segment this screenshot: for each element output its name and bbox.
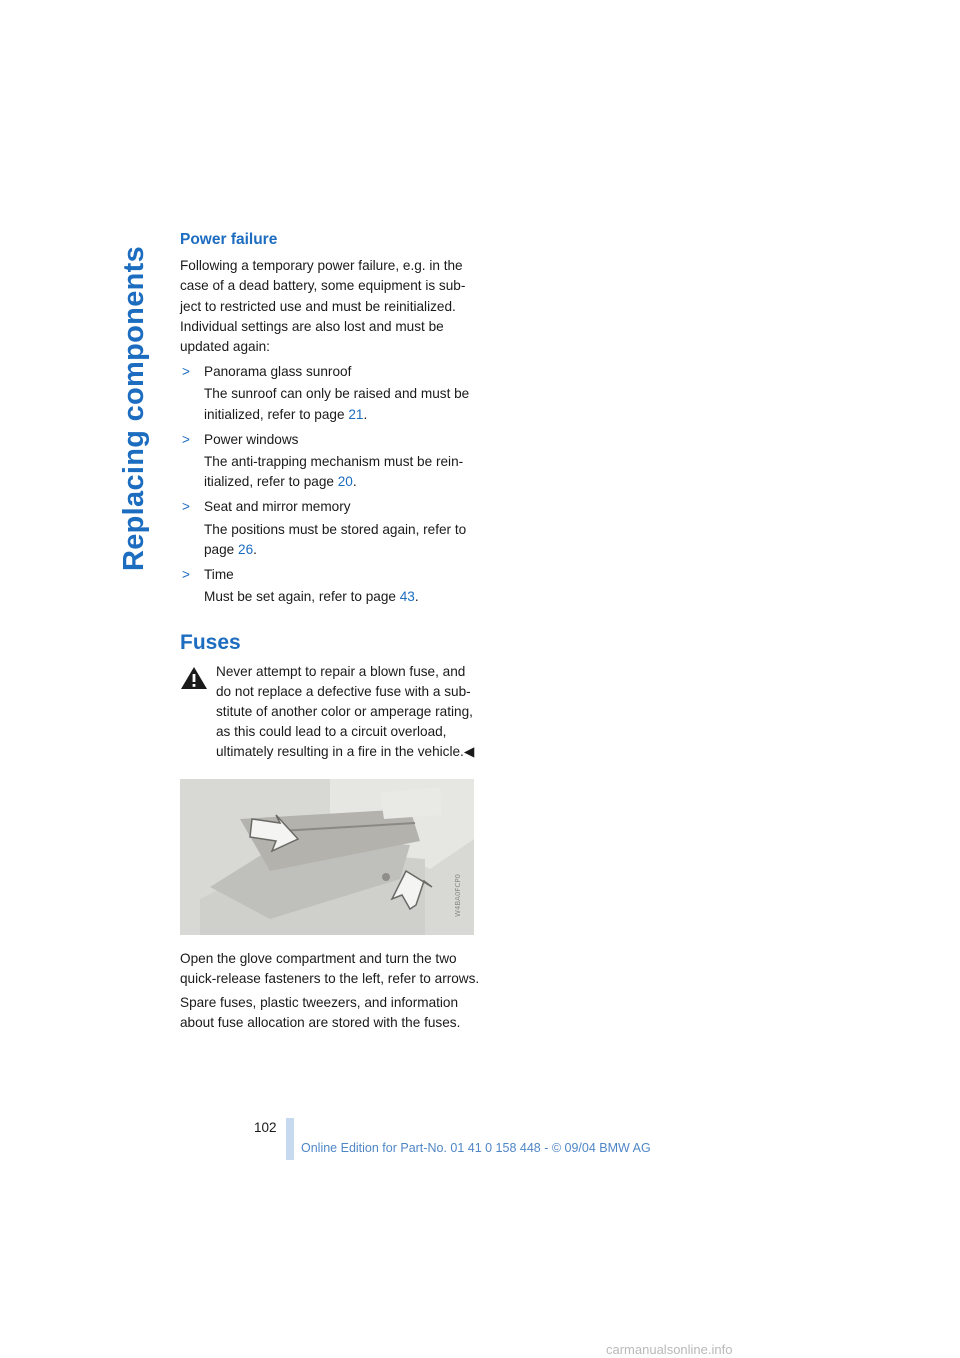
list-item [180, 497, 480, 560]
warning-block [180, 662, 480, 763]
glove-compartment-photo [180, 779, 474, 935]
list-item-title: Power windows [204, 431, 299, 447]
chapter-title-text: Replacing components [118, 245, 151, 571]
warning-triangle-icon [180, 666, 208, 690]
watermark: carmanualsonline.info [606, 1342, 733, 1357]
glove-compartment-illustration [180, 779, 474, 935]
page-reference-link[interactable]: 43 [399, 589, 415, 605]
list-item-text: The sunroof can only be raised and must be initialized, refer to page 21. [204, 386, 470, 422]
chapter-sidebar-title [110, 228, 160, 588]
page-reference-link[interactable]: 21 [348, 406, 364, 422]
power-failure-intro: Following a temporary power failure, e.g. in the case of a dead battery, some equipment is sub-ject to restricted use and must be reinitialized. Individual settings are also lost and must be updated again: [180, 258, 466, 355]
warning-text: Never attempt to repair a blown fuse, and do not replace a defective fuse with a sub-stitute of another color or amperage rating, as this could lead to a circuit overload, ultimately resulting in a fire in the vehicle.◀ [216, 663, 475, 760]
list-item-title: Panorama glass sunroof [204, 364, 352, 380]
list-item-text: The anti-trapping mechanism must be rein-itialized, refer to page 20. [204, 454, 464, 490]
list-item-text: Must be set again, refer to page 43. [204, 589, 419, 605]
list-item-text: The positions must be stored again, refer to page 26. [204, 521, 467, 557]
edition-footer: Online Edition for Part-No. 01 41 0 158 448 - © 09/04 BMW AG [301, 1141, 651, 1155]
list-item [180, 565, 480, 607]
content-column [180, 230, 480, 1037]
page-reference-link[interactable]: 20 [337, 474, 353, 490]
page-reference-link[interactable]: 26 [238, 541, 254, 557]
list-item-title: Seat and mirror memory [204, 499, 351, 515]
bullet-marker: > [182, 499, 190, 515]
end-mark: ◀ [463, 744, 475, 760]
photo-code: W4BA0FCP0 [454, 873, 462, 917]
power-failure-heading: Power failure [180, 231, 278, 248]
instruction-text: Open the glove compartment and turn the two quick-release fasteners to the left, refer to arrows. [180, 950, 480, 986]
list-item-title: Time [204, 567, 234, 583]
page-number: 102 [254, 1120, 277, 1135]
bullet-marker: > [182, 364, 190, 380]
list-item [180, 362, 480, 425]
fuses-heading: Fuses [180, 631, 241, 655]
info-text: Spare fuses, plastic tweezers, and information about fuse allocation are stored with the fuses. [180, 995, 461, 1031]
footer-accent-bar [286, 1118, 294, 1160]
list-item [180, 430, 480, 493]
bullet-marker: > [182, 567, 190, 583]
bullet-marker: > [182, 431, 190, 447]
